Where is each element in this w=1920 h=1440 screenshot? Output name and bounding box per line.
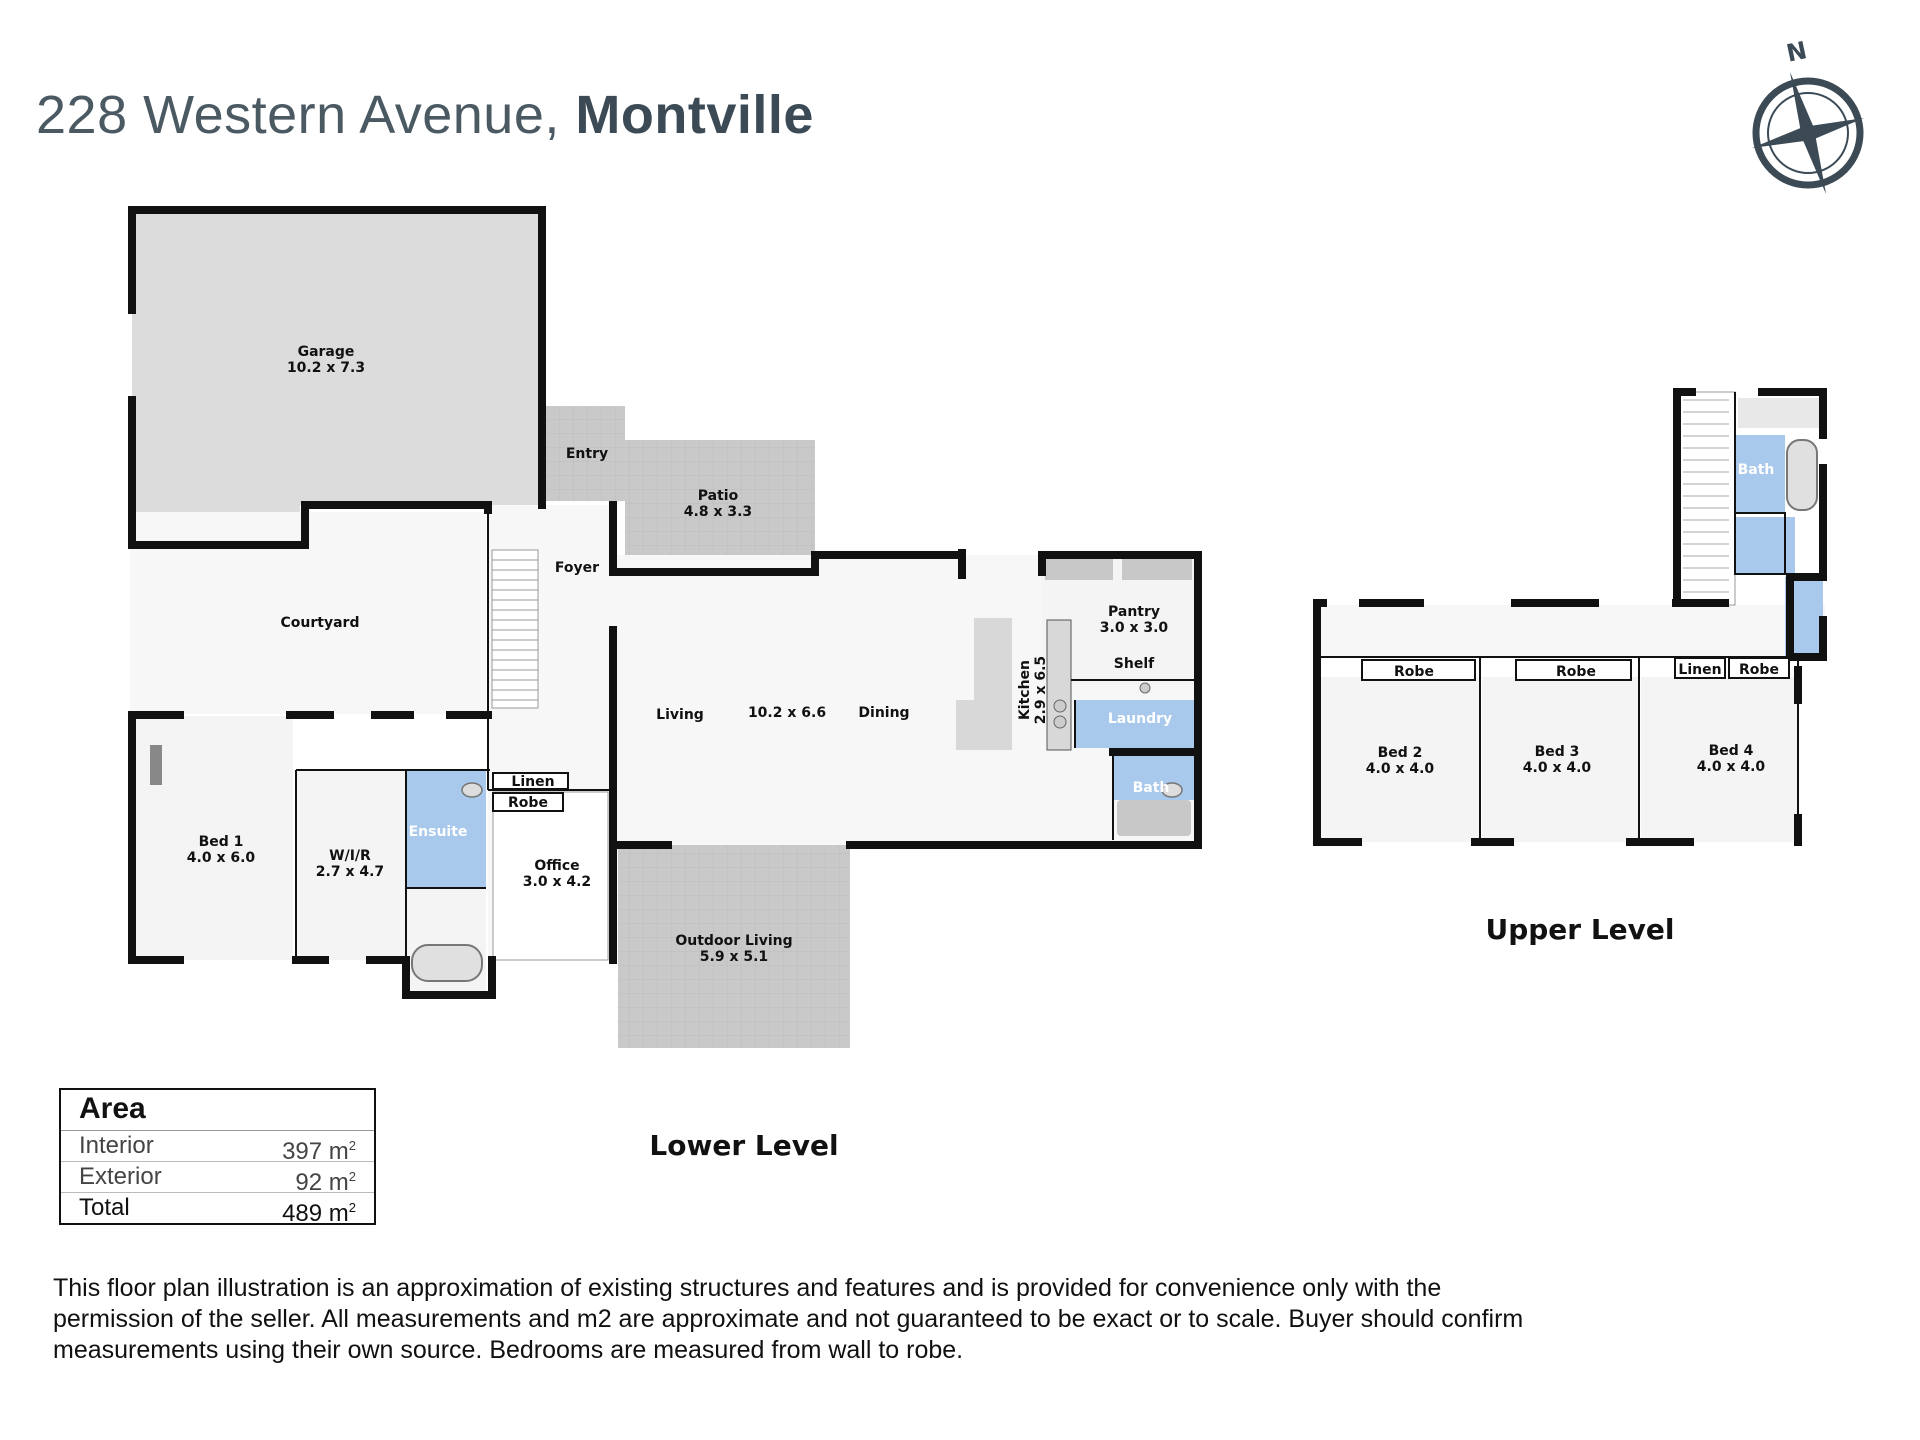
wir-dims: 2.7 x 4.7 [315, 864, 385, 880]
kitchen-label: Kitchen [1017, 659, 1033, 721]
bath-upper-label: Bath [1737, 462, 1775, 478]
patio-label: Patio [697, 488, 739, 504]
area-label: Interior [79, 1132, 154, 1159]
pantry-label: Pantry [1107, 604, 1161, 620]
address-street: 228 Western Avenue, [36, 85, 560, 145]
dining-label: Dining [858, 705, 910, 721]
laundry-label: Laundry [1107, 711, 1173, 727]
living-dims: 10.2 x 6.6 [747, 705, 827, 721]
compass-rose-icon [1752, 36, 1864, 194]
garage-dims: 10.2 x 7.3 [286, 360, 366, 376]
linen-upper-label: Linen [1678, 662, 1722, 678]
bed3-label: Bed 3 [1534, 744, 1580, 760]
kitchen-dims: 2.9 x 6.5 [1033, 655, 1049, 725]
kitchen-bench [1047, 620, 1071, 750]
upper-level-label: Upper Level [1485, 913, 1675, 946]
area-row-interior [61, 1131, 374, 1165]
area-title: Area [61, 1090, 374, 1131]
bed1-label: Bed 1 [198, 834, 244, 850]
bed2-dims: 4.0 x 4.0 [1365, 761, 1435, 777]
area-label: Exterior [79, 1163, 162, 1190]
bed4-dims: 4.0 x 4.0 [1696, 759, 1766, 775]
area-value: 489 $m^2$ [282, 1200, 356, 1227]
lower-level-plan [130, 210, 1198, 1048]
garage-area [132, 210, 542, 545]
bath-lower-label: Bath [1132, 780, 1170, 796]
foyer-label: Foyer [554, 560, 600, 576]
area-row-exterior [61, 1162, 374, 1196]
area-label: Total [79, 1194, 130, 1221]
linen-lower-label: Linen [511, 774, 555, 790]
garage-label: Garage [297, 344, 355, 360]
patio-dims: 4.8 x 3.3 [683, 504, 753, 520]
ensuite-bathtub [412, 945, 482, 981]
office-label: Office [534, 858, 580, 874]
robe-b2-label: Robe [1394, 664, 1434, 680]
area-table [59, 1088, 376, 1225]
lower-level-label: Lower Level [649, 1129, 839, 1162]
compass-north-label: N [1783, 36, 1810, 68]
area-row-total [61, 1193, 374, 1227]
bed1-dims: 4.0 x 6.0 [186, 850, 256, 866]
address-suburb: Montville [575, 85, 814, 145]
upper-level-plan [1317, 392, 1825, 842]
area-value: 92 $m^2$ [295, 1169, 356, 1196]
bed2-label: Bed 2 [1377, 745, 1423, 761]
robe-b4-label: Robe [1739, 662, 1779, 678]
courtyard-label: Courtyard [280, 615, 360, 631]
bed3-dims: 4.0 x 4.0 [1522, 760, 1592, 776]
upper-hall-area [1317, 605, 1825, 657]
office-dims: 3.0 x 4.2 [522, 874, 592, 890]
disclaimer-text: This floor plan illustration is an approximation of existing structures and features and is provided for convenience only with the permission of the seller. All measurements and m2 are approximate and not guaranteed to be exact or to scale. Buyer should confirm measurements using their own source. Bedrooms are measured from wall to robe. [53, 1274, 1524, 1364]
wir-label: W/I/R [329, 848, 371, 864]
robe-b3-label: Robe [1556, 664, 1596, 680]
ensuite-label: Ensuite [408, 824, 468, 840]
outdoor-living-label: Outdoor Living [675, 933, 793, 949]
pantry-dims: 3.0 x 3.0 [1099, 620, 1169, 636]
area-value: 397 $m^2$ [282, 1138, 356, 1165]
lower-stairs [492, 550, 538, 708]
upper-bathtub [1787, 440, 1817, 510]
living-label: Living [656, 707, 704, 723]
bed4-label: Bed 4 [1708, 743, 1754, 759]
entry-label: Entry [565, 446, 609, 462]
robe-lower-label: Robe [508, 795, 548, 811]
outdoor-living-dims: 5.9 x 5.1 [699, 949, 769, 965]
shelf-label: Shelf [1113, 656, 1155, 672]
